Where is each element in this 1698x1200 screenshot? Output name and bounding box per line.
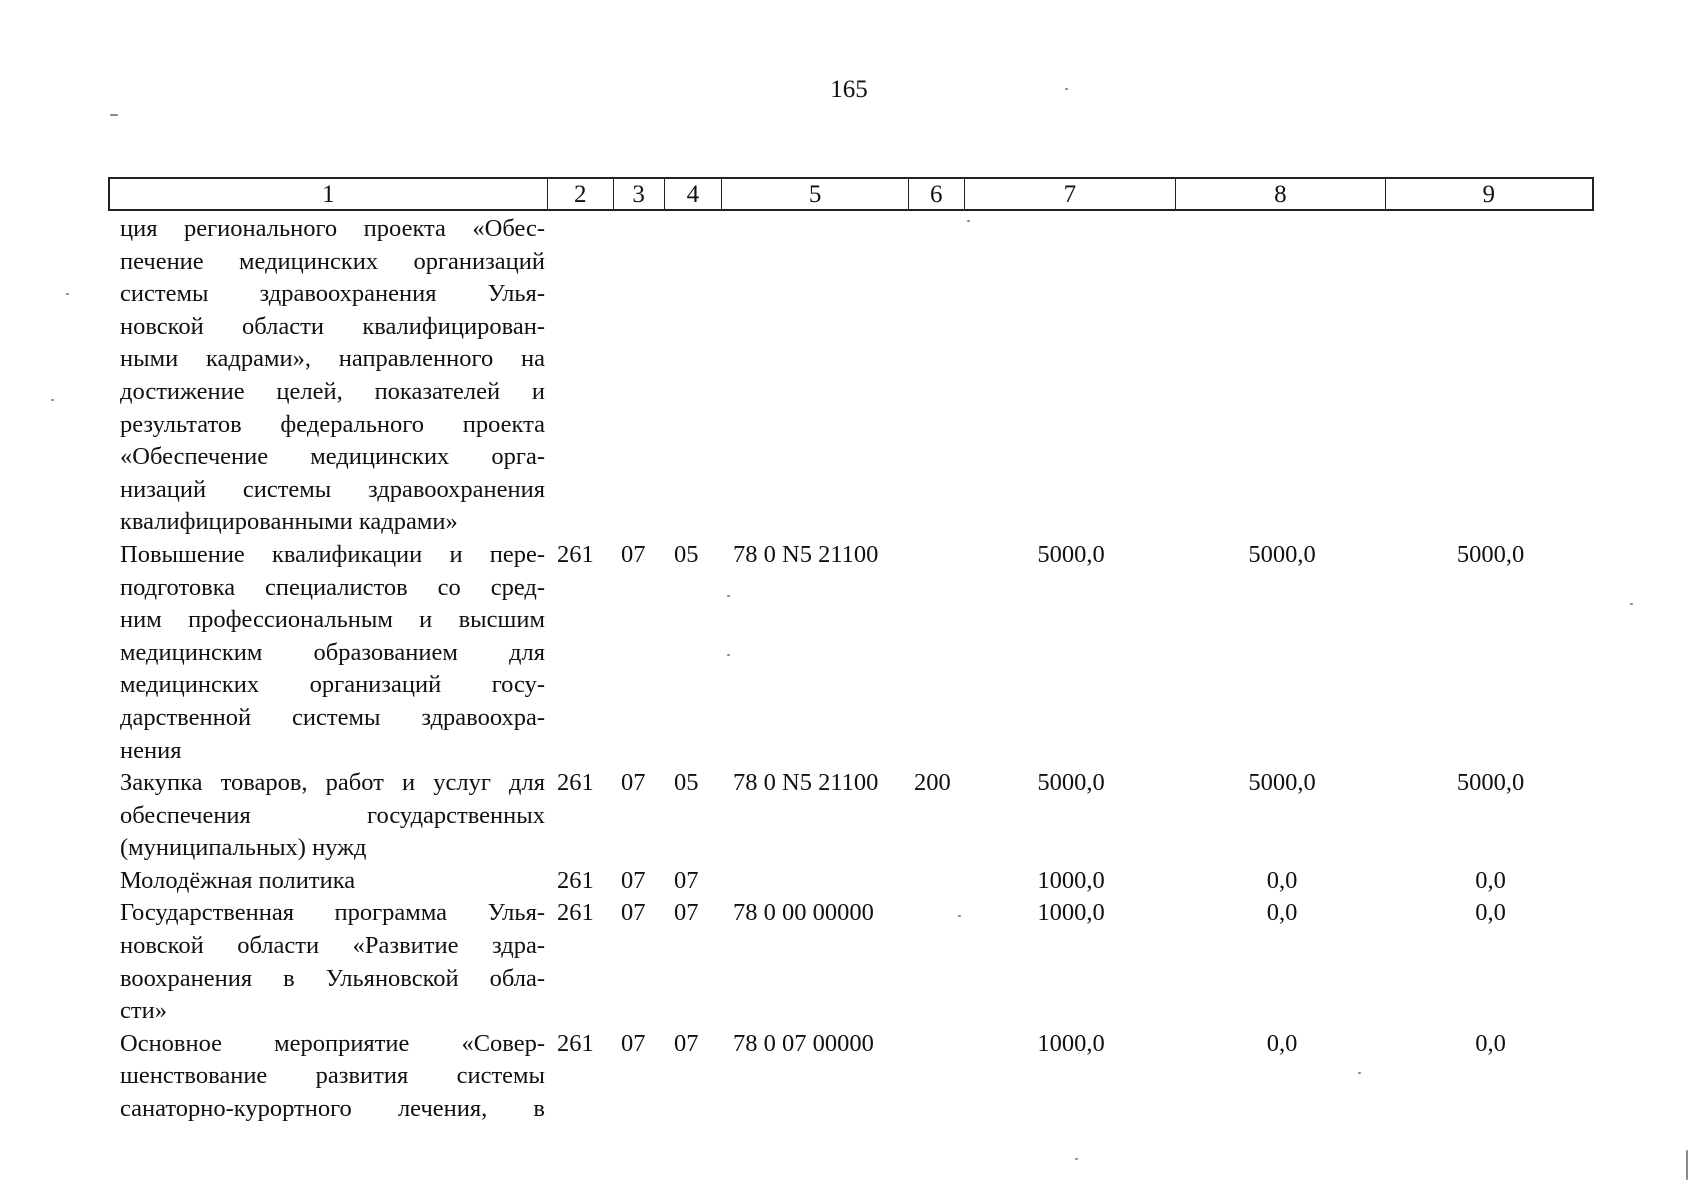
column-header-6: 6 bbox=[909, 179, 965, 209]
row-name-cell bbox=[108, 213, 547, 539]
row-cell-2: 261 bbox=[557, 866, 594, 894]
scan-speck bbox=[51, 399, 54, 401]
row-cell-5: 78 0 00 00000 bbox=[733, 899, 874, 927]
row-cell-9: 0,0 bbox=[1475, 1029, 1506, 1057]
row-name-line: сти» bbox=[120, 997, 167, 1025]
row-cell-4: 05 bbox=[674, 769, 699, 797]
column-header-3: 3 bbox=[614, 179, 665, 209]
row-name-line: воохранения в Ульяновской обла- bbox=[120, 964, 545, 992]
table-column-header-row bbox=[108, 177, 1594, 211]
scan-speck bbox=[1358, 1072, 1361, 1074]
row-cell-4: 07 bbox=[674, 866, 699, 894]
column-header-9: 9 bbox=[1482, 181, 1496, 208]
column-header-2: 2 bbox=[548, 179, 614, 209]
row-cell-3 bbox=[613, 213, 664, 539]
row-cell-9: 5000,0 bbox=[1456, 769, 1525, 797]
row-cell-7: 1000,0 bbox=[1037, 899, 1105, 927]
row-cell-3: 07 bbox=[621, 769, 646, 797]
row-cell-6 bbox=[909, 213, 965, 539]
column-header-7: 7 bbox=[965, 179, 1176, 209]
table-row bbox=[108, 1028, 1594, 1126]
row-cell-7: 1000,0 bbox=[1037, 1029, 1105, 1057]
row-name-line: печение медицинских организаций bbox=[120, 247, 545, 275]
row-name-line: Повышение квалификации и пере- bbox=[120, 540, 545, 568]
row-name-line: (муниципальных) нужд bbox=[120, 834, 367, 862]
row-name-line: низаций системы здравоохранения bbox=[120, 475, 545, 503]
row-cell-9: 0,0 bbox=[1475, 899, 1506, 927]
row-cell-7: 5000,0 bbox=[1037, 769, 1105, 797]
row-name-cell bbox=[108, 865, 547, 898]
row-cell-2: 261 bbox=[557, 899, 594, 927]
scan-speck bbox=[958, 915, 961, 917]
row-cell-7: 1000,0 bbox=[1037, 866, 1105, 894]
row-name-line: новской области «Развитие здра- bbox=[120, 932, 545, 960]
row-cell-3: 07 bbox=[621, 866, 646, 894]
row-cell-8: 5000,0 bbox=[1248, 540, 1316, 568]
row-cell-6: 200 bbox=[914, 769, 951, 797]
scan-speck bbox=[1630, 603, 1633, 605]
row-name-line: Основное мероприятие «Совер- bbox=[120, 1029, 545, 1057]
row-cell-4 bbox=[664, 213, 722, 539]
row-name-line: ция регионального проекта «Обес- bbox=[120, 215, 545, 242]
row-cell-8: 0,0 bbox=[1266, 1029, 1298, 1057]
row-cell-4: 07 bbox=[674, 899, 699, 927]
row-cell-8: 0,0 bbox=[1266, 866, 1298, 894]
row-cell-5 bbox=[722, 213, 909, 539]
column-header-1: 1 bbox=[110, 179, 548, 209]
row-cell-2: 261 bbox=[557, 1029, 594, 1057]
row-cell-3: 07 bbox=[621, 1029, 646, 1057]
row-name-cell bbox=[108, 539, 547, 767]
column-header-8: 8 bbox=[1176, 179, 1385, 209]
row-cell-5: 78 0 N5 21100 bbox=[733, 769, 879, 797]
row-cell-3: 07 bbox=[621, 899, 646, 927]
row-name-line: нения bbox=[120, 736, 182, 764]
page-number: 165 bbox=[830, 76, 868, 103]
row-name-line: медицинских организаций госу- bbox=[120, 671, 545, 699]
row-cell-5 bbox=[722, 865, 909, 898]
row-name-cell bbox=[108, 897, 547, 1027]
row-name-line: обеспечения государственных bbox=[120, 801, 545, 829]
row-name-line: «Обеспечение медицинских орга- bbox=[120, 443, 545, 471]
row-name-line: новской области квалифицирован- bbox=[120, 312, 545, 340]
scan-speck bbox=[1065, 88, 1068, 90]
row-cell-9: 0,0 bbox=[1475, 866, 1506, 894]
scan-speck bbox=[66, 293, 69, 295]
row-cell-4: 05 bbox=[674, 540, 699, 568]
row-name-line: ными кадрами», направленного на bbox=[120, 345, 545, 373]
scan-speck bbox=[727, 595, 730, 597]
row-cell-6 bbox=[909, 865, 965, 898]
row-name-line: результатов федерального проекта bbox=[120, 410, 545, 438]
table-row bbox=[108, 897, 1594, 1027]
row-name-line: Государственная программа Улья- bbox=[120, 899, 545, 927]
row-cell-4: 07 bbox=[674, 1029, 699, 1057]
row-cell-2: 261 bbox=[557, 540, 594, 568]
row-cell-2: 261 bbox=[557, 769, 594, 797]
row-cell-8: 0,0 bbox=[1266, 899, 1298, 927]
row-cell-8 bbox=[1177, 213, 1387, 539]
table-body bbox=[108, 213, 1594, 1126]
row-cell-6 bbox=[909, 897, 965, 1027]
row-name-line: санаторно-курортного лечения, в bbox=[120, 1095, 545, 1123]
row-name-line: квалифицированными кадрами» bbox=[120, 508, 458, 536]
table-row bbox=[108, 213, 1594, 539]
row-name-line: медицинским образованием для bbox=[120, 638, 545, 666]
scan-speck bbox=[1686, 1150, 1688, 1180]
scan-speck bbox=[727, 654, 730, 656]
row-cell-7: 5000,0 bbox=[1037, 540, 1105, 568]
row-cell-8: 5000,0 bbox=[1248, 769, 1316, 797]
scan-speck bbox=[967, 220, 970, 222]
row-cell-3: 07 bbox=[621, 540, 646, 568]
table-row bbox=[108, 865, 1594, 898]
row-name-line: достижение целей, показателей и bbox=[120, 377, 545, 405]
table-row bbox=[108, 539, 1594, 767]
column-header-5: 5 bbox=[722, 179, 909, 209]
row-name-line: ним профессиональным и высшим bbox=[120, 606, 545, 634]
row-name-line: подготовка специалистов со сред- bbox=[120, 573, 545, 601]
table-row bbox=[108, 767, 1594, 865]
row-cell-2 bbox=[547, 213, 613, 539]
row-cell-5: 78 0 N5 21100 bbox=[733, 540, 879, 568]
row-cell-9: 5000,0 bbox=[1456, 540, 1525, 568]
row-name-line: шенствование развития системы bbox=[120, 1062, 545, 1090]
row-cell-7 bbox=[965, 213, 1177, 539]
row-cell-6 bbox=[909, 1028, 965, 1126]
row-cell-5: 78 0 07 00000 bbox=[733, 1029, 874, 1057]
row-name-line: Молодёжная политика bbox=[120, 866, 356, 894]
scan-speck bbox=[1075, 1158, 1078, 1160]
scan-speck bbox=[110, 114, 118, 116]
row-name-line: системы здравоохранения Улья- bbox=[120, 280, 545, 308]
row-name-line: дарственной системы здравоохра- bbox=[120, 703, 545, 731]
row-name-line: Закупка товаров, работ и услуг для bbox=[120, 769, 545, 797]
row-name-cell bbox=[108, 767, 547, 865]
row-cell-6 bbox=[909, 539, 965, 767]
row-cell-9 bbox=[1387, 213, 1594, 539]
row-name-cell bbox=[108, 1028, 547, 1126]
column-header-4: 4 bbox=[665, 179, 723, 209]
